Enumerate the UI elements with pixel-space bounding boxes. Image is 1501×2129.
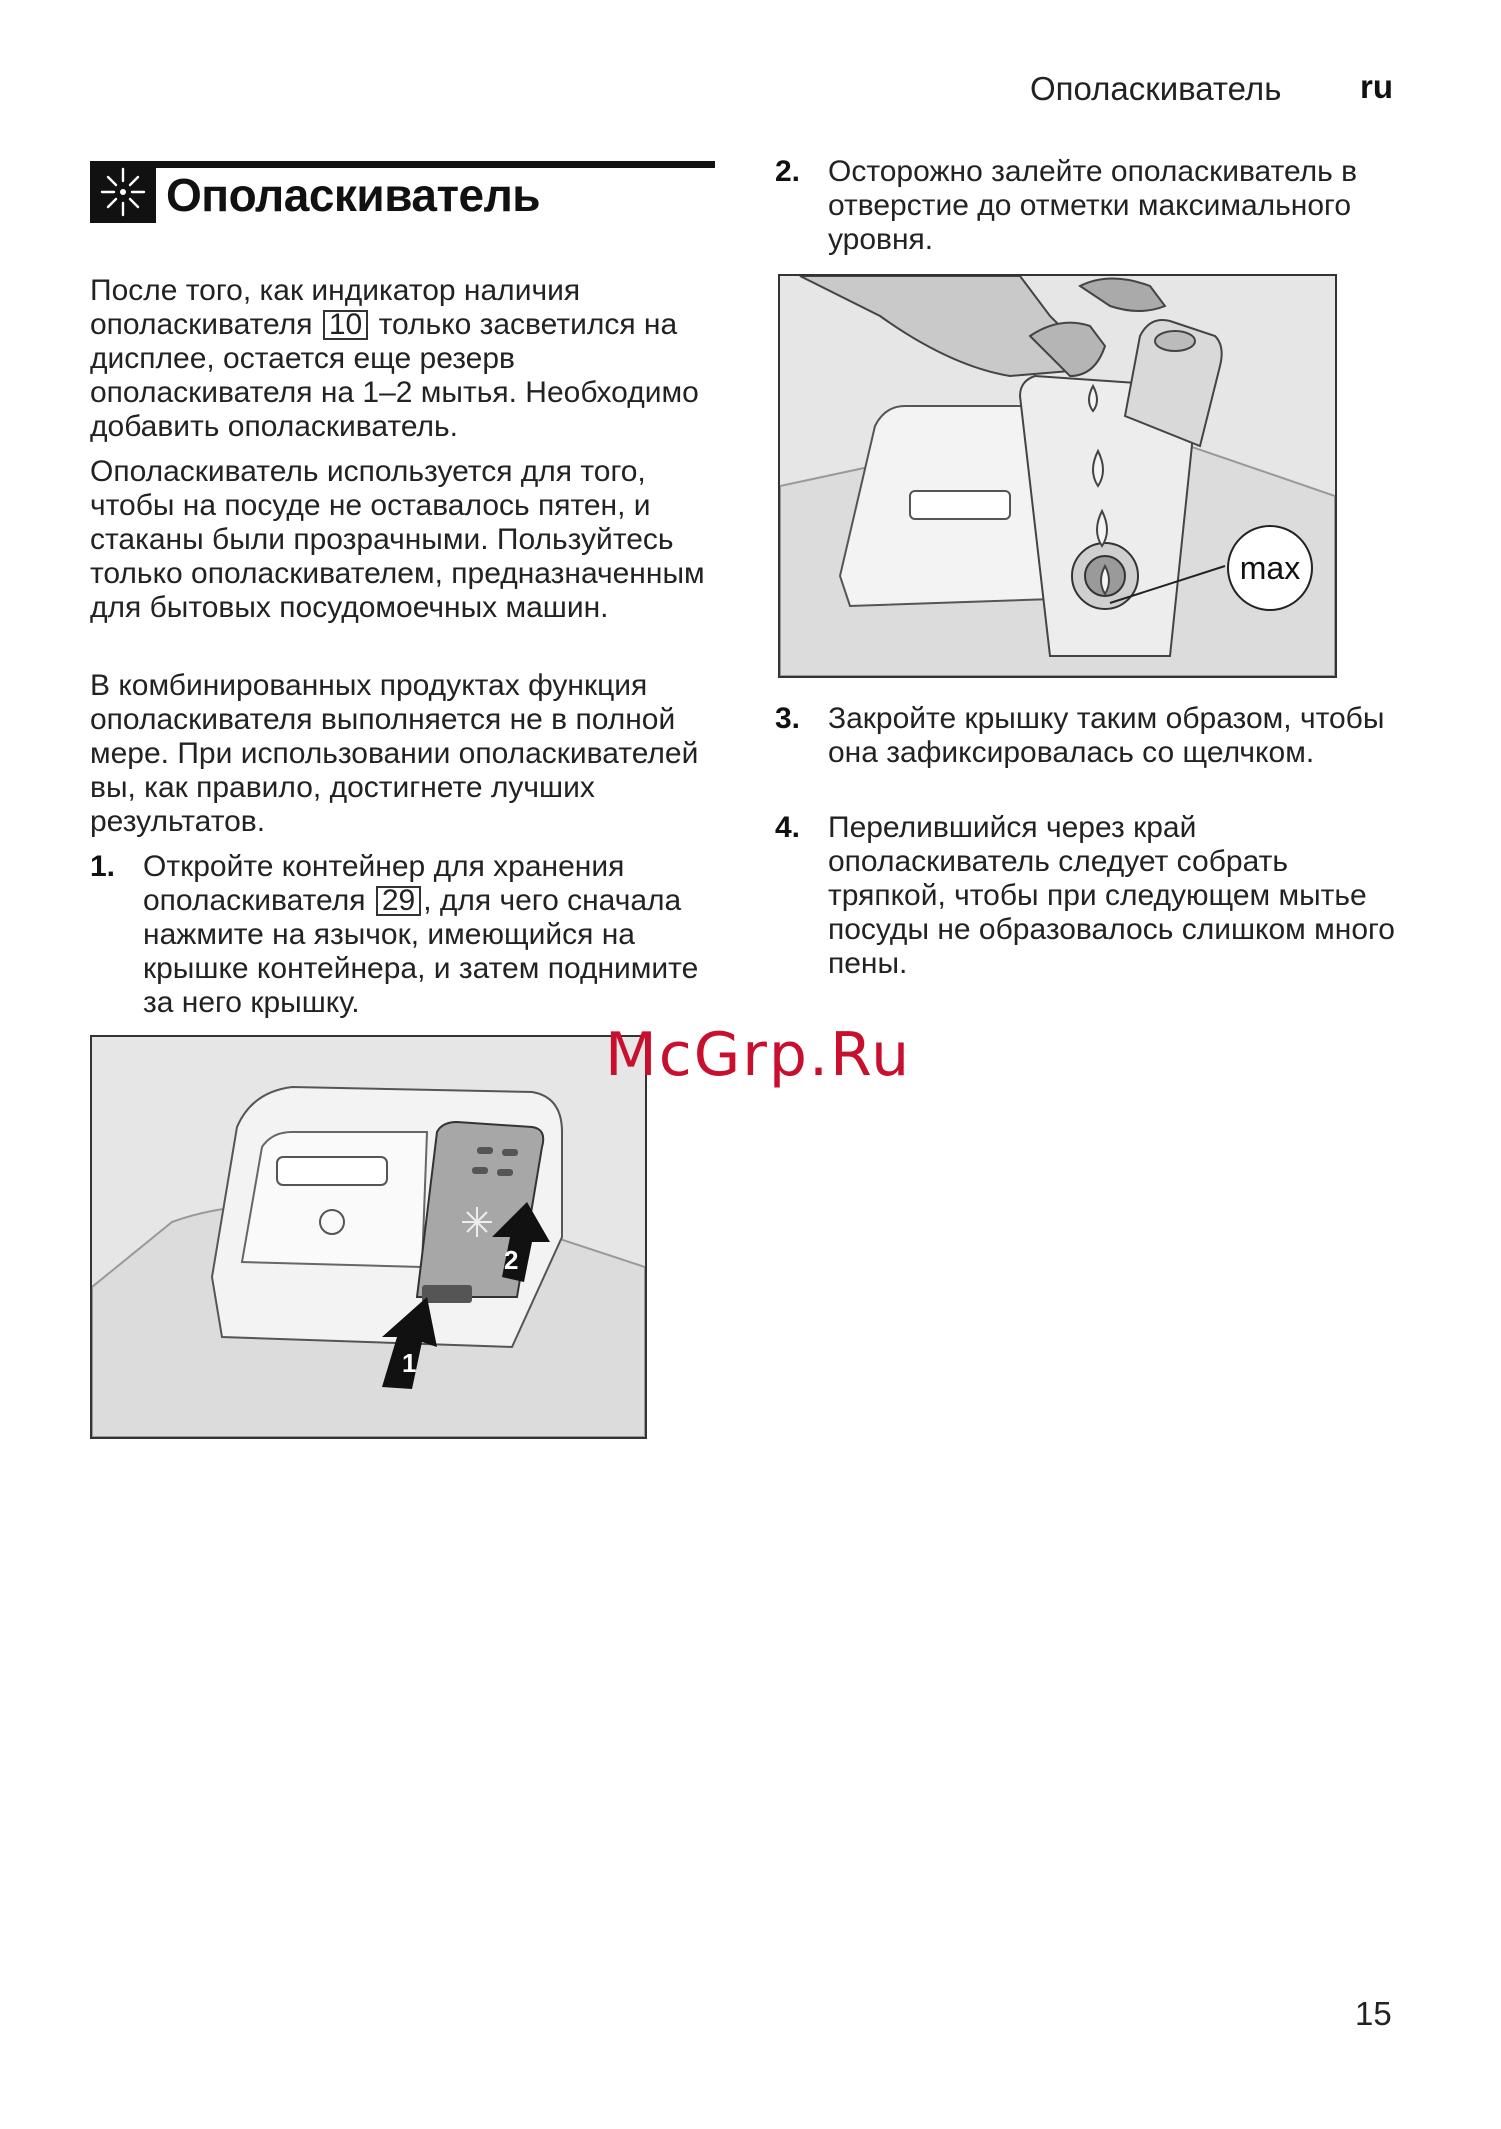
intro-paragraph-1: [90, 274, 710, 444]
intro-p1-text-before: После того, как индикатор наличия ополаскивателя: [90, 274, 581, 341]
step-1-number: 1.: [90, 850, 116, 883]
step-2-number: 2.: [775, 155, 801, 188]
step-2-text: Осторожно залейте ополаскиватель в отверстие до отметки максимального уровня.: [828, 155, 1358, 256]
step-3-text: Закройте крышку таким образом, чтобы она зафиксировалась со щелчком.: [828, 702, 1385, 769]
max-label: max: [1239, 550, 1301, 586]
step-1: [90, 850, 715, 1020]
step-4: [775, 811, 1395, 981]
step-4-number: 4.: [775, 811, 801, 844]
arrow-1-label: 1: [402, 1348, 417, 1378]
figure-open-container: [90, 1035, 647, 1439]
running-header-section: Ополаскиватель: [1030, 70, 1282, 107]
container-reference: 29: [376, 886, 421, 916]
step-1-text-after: , для чего сначала нажмите на язычок, имеющийся на крышке контейнера, и затем поднимите за него крышку.: [143, 884, 699, 1019]
step-3-number: 3.: [775, 702, 801, 735]
step-3: [775, 702, 1395, 770]
page-title: Ополаскиватель: [166, 169, 541, 221]
title-rule: [90, 161, 715, 168]
arrow-2-label: 2: [504, 1245, 519, 1275]
rinse-aid-icon: [90, 161, 156, 223]
step-1-text-before: Откройте контейнер для хранения ополаскивателя: [143, 850, 625, 917]
intro-paragraph-3: В комбинированных продуктах функция ополаскивателя выполняется не в полной мере. При использовании ополаскивателей вы, как правило, достигнете лучших результатов.: [90, 669, 699, 838]
step-2: [775, 155, 1395, 257]
watermark: McGrp.Ru: [605, 1020, 912, 1090]
step-1-text: [143, 850, 715, 1020]
figure-fill-rinse-aid: [778, 274, 1337, 678]
page-number: 15: [1355, 1995, 1392, 2032]
intro-p1-text-after: только засветился на дисплее, остается еще резерв ополаскивателя на 1–2 мытья. Необходимо добавить ополаскиватель.: [90, 308, 699, 443]
indicator-reference: 10: [323, 310, 368, 340]
running-header-language: ru: [1360, 68, 1393, 105]
step-4-text: Перелившийся через край ополаскиватель следует собрать тряпкой, чтобы при следующем мытье посуды не образовалось слишком много пены.: [828, 811, 1395, 980]
intro-paragraph-2: Ополаскиватель используется для того, чтобы на посуде не оставалось пятен, и стаканы были прозрачными. Пользуйтесь только ополаскивателем, предназначенным для бытовых посудомоечных машин.: [90, 455, 705, 624]
